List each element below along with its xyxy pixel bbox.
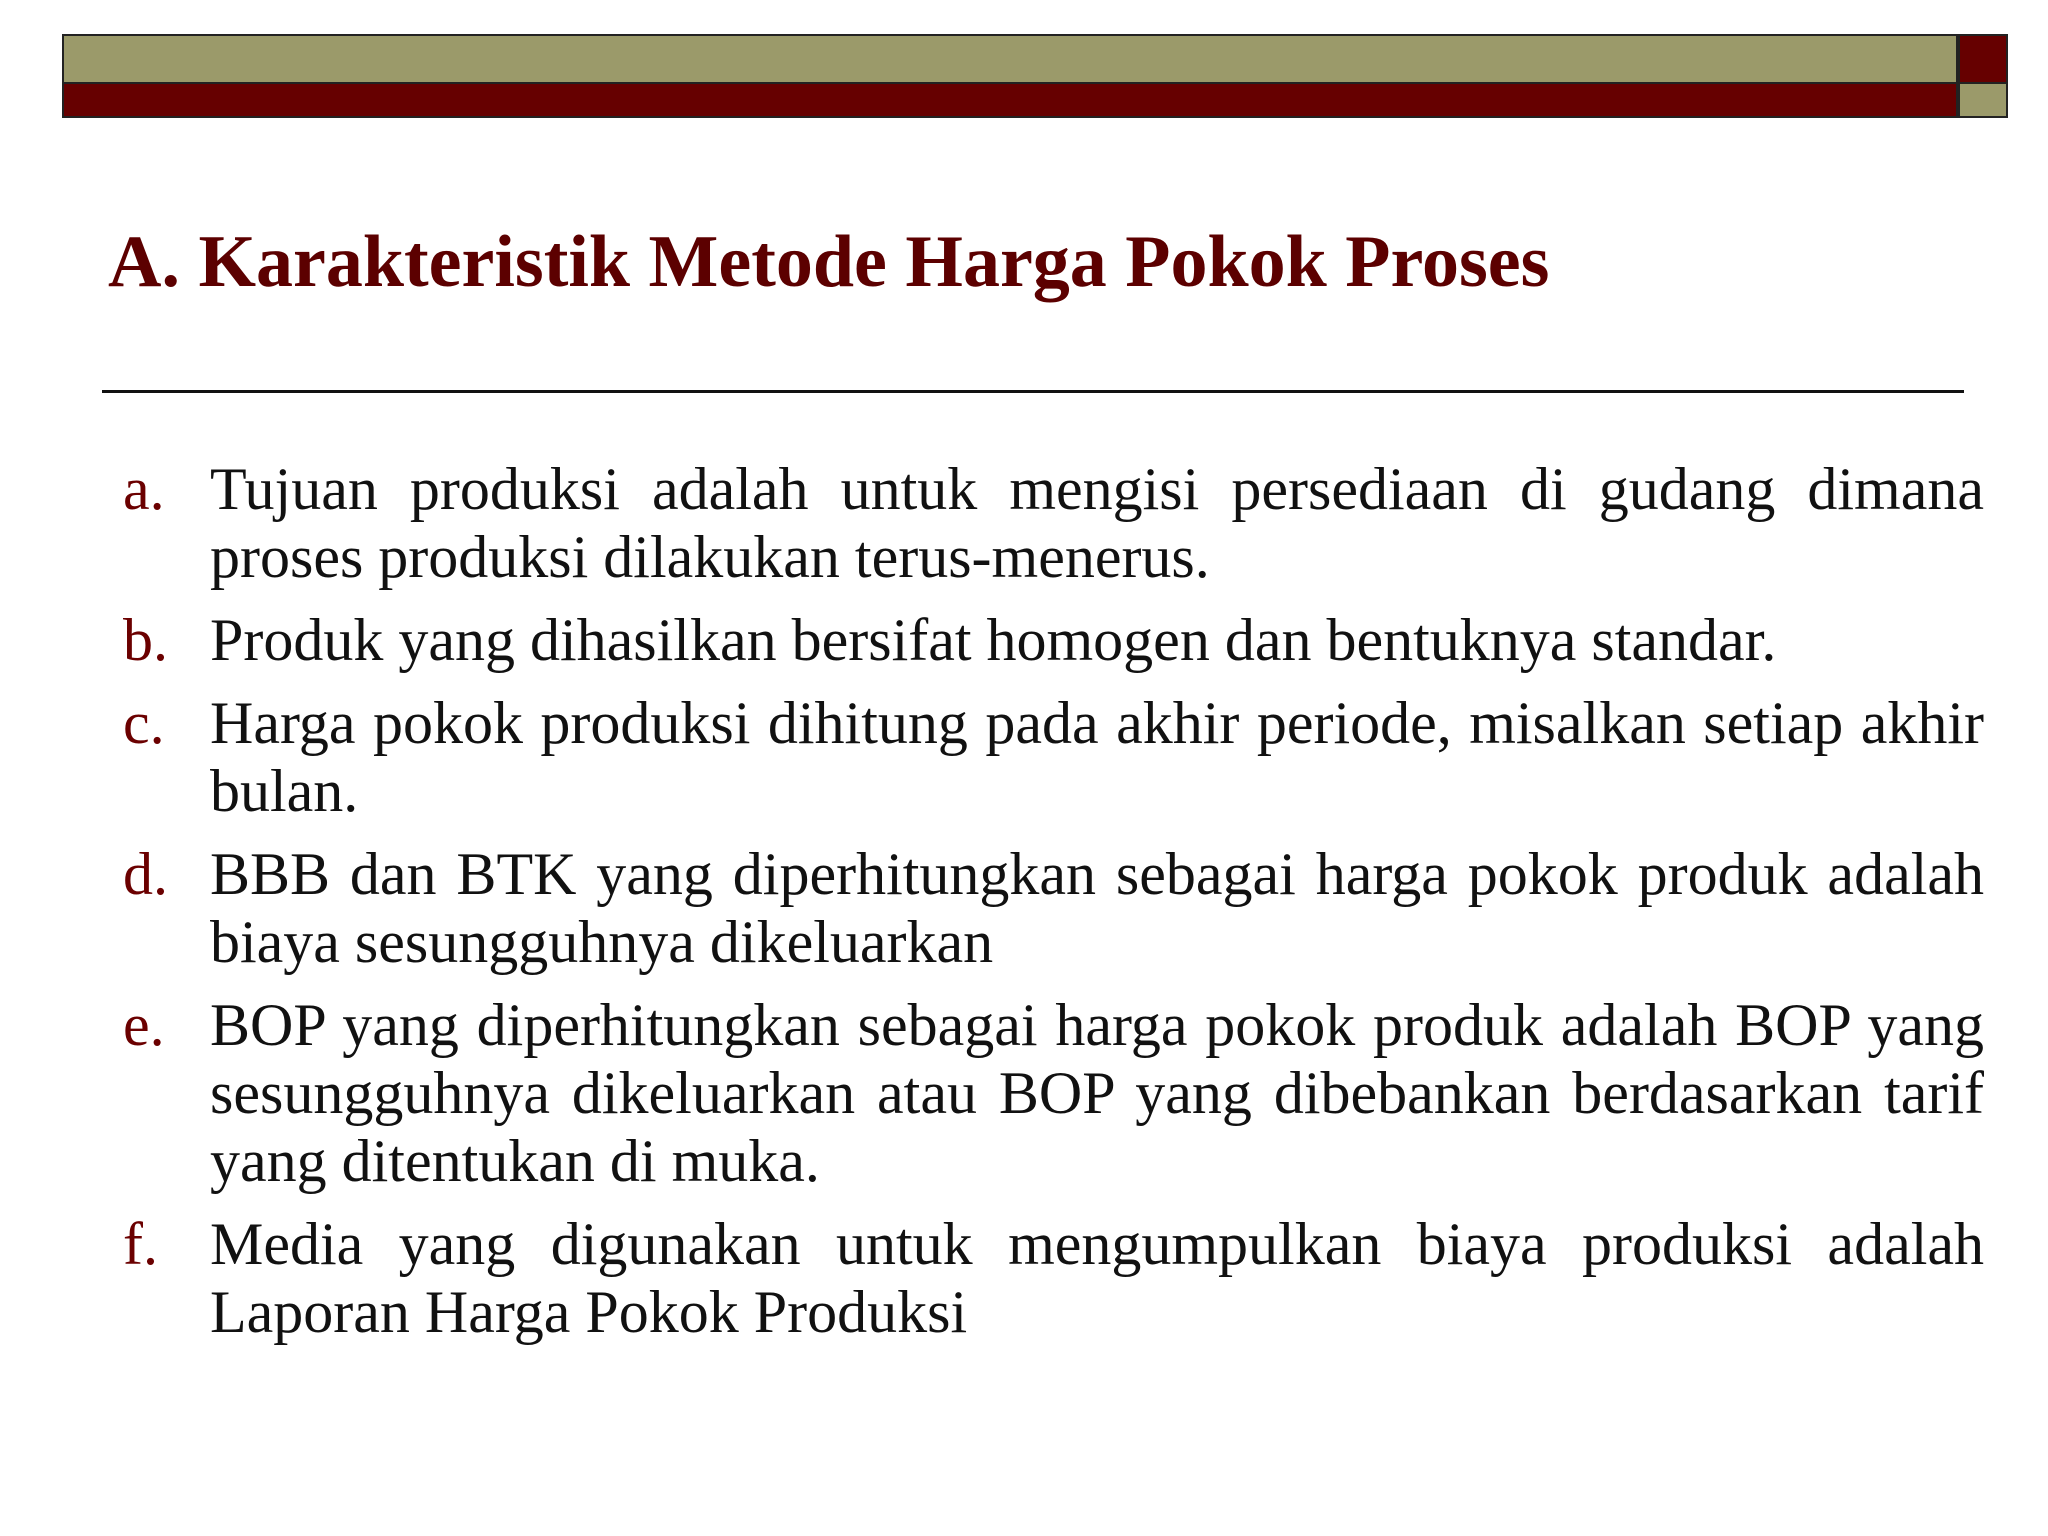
header-bar-olive bbox=[62, 34, 1958, 84]
list-item-text: Media yang digunakan untuk mengumpulkan biaya produksi adalah Laporan Harga Pokok Produksi bbox=[210, 1211, 1984, 1345]
list-item bbox=[120, 689, 1984, 825]
list-item bbox=[120, 991, 1984, 1195]
list-item-text: Harga pokok produksi dihitung pada akhir periode, misalkan setiap akhir bulan. bbox=[210, 690, 1984, 824]
list-marker: f. bbox=[123, 1211, 158, 1277]
title-divider bbox=[102, 390, 1964, 393]
list-marker: d. bbox=[123, 841, 168, 907]
slide-title: A. Karakteristik Metode Harga Pokok Proses bbox=[108, 221, 1550, 303]
list-item-text: BBB dan BTK yang diperhitungkan sebagai harga pokok produk adalah biaya sesungguhnya dikeluarkan bbox=[210, 841, 1984, 975]
header-corner-maroon bbox=[1958, 34, 2008, 84]
list-marker: a. bbox=[123, 456, 165, 522]
list-item bbox=[120, 840, 1984, 976]
characteristics-list bbox=[120, 455, 1984, 1361]
list-item bbox=[120, 606, 1984, 674]
list-item-text: Produk yang dihasilkan bersifat homogen dan bentuknya standar. bbox=[210, 607, 1777, 673]
list-item-text: BOP yang diperhitungkan sebagai harga pokok produk adalah BOP yang sesungguhnya dikeluarkan atau BOP yang dibebankan berdasarkan tarif yang ditentukan di muka. bbox=[210, 992, 1984, 1194]
list-item-text: Tujuan produksi adalah untuk mengisi persediaan di gudang dimana proses produksi dilakukan terus-menerus. bbox=[210, 456, 1984, 590]
list-marker: b. bbox=[123, 607, 168, 673]
list-item bbox=[120, 1210, 1984, 1346]
list-marker: c. bbox=[123, 690, 165, 756]
header-corner-olive bbox=[1958, 84, 2008, 118]
list-marker: e. bbox=[123, 992, 165, 1058]
header-bar-maroon bbox=[62, 84, 1958, 118]
list-item bbox=[120, 455, 1984, 591]
